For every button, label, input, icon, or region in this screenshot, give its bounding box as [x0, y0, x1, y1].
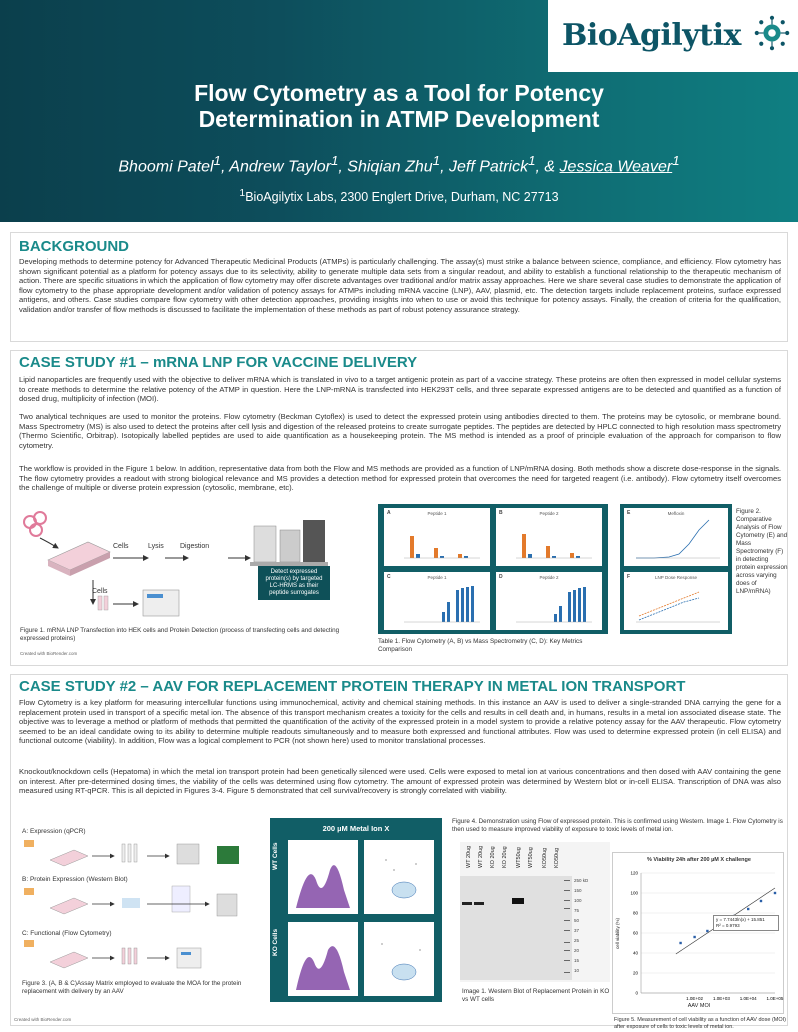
ladder-labels — [574, 876, 610, 976]
panel-title: LNP Dose Response — [655, 575, 697, 580]
lnp-particles-icon — [24, 512, 46, 536]
lane-label: KO 20ug — [502, 846, 508, 868]
panel-d — [496, 572, 602, 630]
lane-label: WT50ug — [516, 847, 522, 868]
affil-mark: 1 — [432, 153, 441, 168]
poster-header — [0, 0, 798, 222]
table1-caption: Table 1. Flow Cytometry (A, B) vs Mass Spectrometry (C, D): Key Metrics Comparison — [378, 638, 583, 653]
x-tick-label: 1.0E+05 — [766, 996, 784, 1001]
fig3-a-label: A: Expression (qPCR) — [22, 828, 86, 835]
table1-panel — [378, 504, 608, 634]
author-4: Jeff Patrick — [448, 158, 529, 176]
figure2-panel — [620, 504, 732, 634]
r2-text: R² = 0.9793 — [716, 923, 740, 928]
y-axis-label: cell viability (%) — [615, 917, 620, 949]
case1-para-1: Lipid nanoparticles are frequently used with the objective to deliver mRNA which is translated in vivo to a target antigenic protein as part of a vaccine strategy. These proteins are often then expressed in model cellular systems to create methods to determine the relative potency of the ATMP in question. Here the LNP-mRNA is transfected into HEK293T cells, and three separate expressed antigens are to be detected and quantified as a function of dosed drug, multiplicity of infection (MOI). — [19, 375, 781, 404]
fig1-credit: Created with BioRender.com — [20, 651, 78, 656]
flow-plots-panel — [270, 818, 442, 1002]
fig2-caption: Figure 2. Comparative Analysis of Flow Cytometry (E) and Mass Spectrometry (F) in detecting protein expression across varying does of LNP/mRNA) — [736, 508, 788, 595]
fig4-caption: Figure 4. Demonstration using Flow of expressed protein. This is confirmed using Western. Image 1. Flow Cytometry is then used to measure improved viability of exposure to toxic levels of metal ion. — [452, 818, 783, 833]
chart-title: % Viability 24h after 200 µM X challenge — [647, 857, 751, 863]
western-blot — [460, 842, 610, 982]
panel-e-curve — [624, 508, 728, 566]
affiliation — [0, 188, 798, 204]
affil-mark: 1 — [672, 153, 680, 168]
panel-d-bars — [496, 572, 602, 630]
case2-para-1: Flow Cytometry is a key platform for measuring intercellular functions using immunochemical, activity and chemical staining methods. In this instance an AAV is used to deliver a single-stranded DNA carrying the gene for a replacement protein used in transport of a specific metal ion. The absence of this transport mechanism creates a toxicity for the cells and results in cell death and, in humans, results in a metal ion associated disease state. The objective was to leverage a method or platform of methods that permitted the quantification of the activity of the expressed protein in a model system to provide a relative potency assay for the AAV therapeutic. Flow cytometry seemed to be an ideal candidate owing to its ability to determine multiple readouts simultaneously and to measure both expressed and functional attributes. Flow was used to determine expressed protein (in cell ELISA) and functional outcome (viability). In addition, Flow was a logical complement to PCR (not shown here) used to monitor translational processes. — [19, 698, 781, 746]
sep: , — [440, 158, 449, 176]
affil-mark: 1 — [213, 153, 221, 168]
viability-chart-box — [612, 852, 784, 1014]
background-title: BACKGROUND — [19, 238, 129, 255]
fig1-digestion-label: Digestion — [180, 543, 210, 550]
workflow-row-b — [24, 886, 237, 916]
ms-instrument-icon — [250, 520, 328, 566]
lane-labels — [464, 844, 570, 874]
ladder-mark: 100 — [574, 898, 582, 903]
y-tick-label: 120 — [630, 870, 638, 876]
panel-letter: A — [387, 510, 391, 516]
title-line-2: Determination in ATMP Development — [198, 106, 600, 132]
affil-mark: 1 — [330, 153, 339, 168]
ladder-mark: 50 — [574, 918, 580, 923]
equation-box — [713, 915, 779, 931]
data-point — [760, 900, 762, 902]
lane-label: WT 20ug — [466, 845, 472, 868]
panel-b-bars — [496, 508, 602, 566]
y-tick-label: 60 — [632, 930, 638, 936]
panel-a-bars — [384, 508, 490, 566]
panel-letter: B — [499, 510, 503, 516]
ladder-mark: 25 — [574, 938, 580, 943]
fig3-credit: Created with BioRender.com — [14, 1017, 72, 1022]
panel-title: Peptide 1 — [427, 575, 447, 580]
ko-cells-label: KO Cells — [272, 928, 279, 956]
author-3: Shiqian Zhu — [347, 158, 433, 176]
logo-mark-icon — [753, 14, 791, 52]
case2-title: CASE STUDY #2 – AAV FOR REPLACEMENT PROTEIN THERAPY IN METAL ION TRANSPORT — [19, 678, 686, 695]
lane-label: KO50ug — [542, 847, 548, 868]
fig1-lysis-label: Lysis — [148, 543, 164, 550]
background-text: Developing methods to determine potency for Advanced Therapeutic Medicinal Products (ATMPs) is particularly challenging. The assay(s) must strike a balance between science, compliance, and efficiency. Flow cytometry has shown significant potential as a platform for potency assays due to its selectivity, ability to generate multiple data sets from a singular readout, and ability to establish a functional relationship to the therapeutic mechanism of action. There are specific situations in which the application of flow cytometry may offer discrete advantages over traditional and/or matrix assay approaches. Here we share several case studies to demonstrate the application of flow cytometry to the phase appropriate development and/or validation of potency assays for ATMPs including mRNA vaccine (LNP), AAV, plasmid, etc. The detection targets include replacement proteins, surface expressed antigens, and others. Case studies compare flow cytometry with other detection approaches, providing insights into when to use or avoid this technique for potency assays. Finally, the creation of criteria for the qualification, validation and/or transfer of flow methods is discussed to facilitate the implementation of these methods as part of robust potency assurance strategy. — [19, 257, 781, 314]
authors — [0, 153, 798, 176]
data-point — [693, 936, 695, 938]
y-tick-label: 20 — [632, 970, 638, 976]
x-tick-labels — [686, 996, 784, 1001]
panel-f-lines — [624, 572, 728, 630]
figure-3-workflow — [22, 836, 252, 978]
tubes-icon — [98, 596, 108, 610]
case1-title: CASE STUDY #1 – mRNA LNP FOR VACCINE DELIVERY — [19, 354, 418, 371]
background-section — [10, 232, 788, 342]
x-axis-label: AAV MOI — [687, 1003, 711, 1009]
y-tick-label: 100 — [630, 890, 638, 896]
panel-title: Mefloxin — [667, 511, 685, 516]
affil-mark: 1 — [239, 188, 246, 199]
flow-title: 200 µM Metal Ion X — [322, 824, 390, 833]
data-point — [679, 942, 681, 944]
logo-area — [548, 0, 798, 72]
flow-cytometer-icon — [143, 590, 179, 616]
workflow-row-c — [24, 940, 201, 968]
fig3-caption: Figure 3. (A, B & C)Assay Matrix employed to evaluate the MOA for the protein replacement with delivery by an AAV — [22, 980, 242, 995]
logo-text: BioAgilytix — [562, 18, 741, 53]
panel-letter: C — [387, 574, 391, 580]
panel-c — [384, 572, 490, 630]
fig1-cells-label: Cells — [113, 543, 129, 550]
fig1-caption: Figure 1. mRNA LNP Transfection into HEK cells and Protein Detection (process of transfecting cells and detecting expressed proteins) — [20, 627, 340, 642]
fig1-cells2-label: Cells — [92, 588, 108, 595]
ladder-mark: 15 — [574, 958, 580, 963]
y-tick-label: 80 — [632, 910, 638, 916]
case2-para-2: Knockout/knockdown cells (Hepatoma) in which the metal ion transport protein had been genetically silenced were used. Cells were exposed to metal ion at various concentrations and then dosed with AAV containing the gene on interest. After pre-determined dosing times, the viability of the cells was determined using flow cytometry. The amount of expressed protein was determined by Western blot or in-cell ELISA. Transcription of DNA was also measured using RT-qPCR. This is all depicted in Figures 3-4. Figure 5 demonstrated that cell survival/recovery is strongly correlated with viability. — [19, 767, 781, 796]
panel-b — [496, 508, 602, 566]
image1-caption: Image 1. Western Blot of Replacement Protein in KO vs WT cells — [462, 988, 610, 1003]
ladder-mark: 10 — [574, 968, 580, 973]
x-tick-label: 1.0E+04 — [739, 996, 757, 1001]
x-tick-label: 1.0E+02 — [686, 996, 704, 1001]
viability-chart — [613, 865, 785, 1015]
author-2: Andrew Taylor — [229, 158, 331, 176]
ladder-mark: 250 kD — [574, 878, 589, 883]
fig1-detect-box: Detect expressed protein(s) by targeted LC-HRMS as their peptide surrogates — [258, 566, 330, 600]
data-point — [747, 908, 749, 910]
author-5: Jessica Weaver — [559, 158, 673, 176]
ladder-mark: 150 — [574, 888, 582, 893]
chart-grid — [641, 873, 775, 993]
equation-text: y = 7.7443ln(x) + 15.851 — [716, 917, 765, 922]
wt-cells-label: WT Cells — [272, 842, 279, 870]
poster-title — [0, 80, 798, 132]
panel-letter: E — [627, 510, 631, 516]
sep: , — [220, 158, 230, 176]
panel-title: Peptide 1 — [427, 511, 447, 516]
ladder-mark: 37 — [574, 928, 580, 933]
ladder-mark: 20 — [574, 948, 580, 953]
panel-c-bars — [384, 572, 490, 630]
flow-plots-grid — [286, 840, 438, 1000]
case1-para-2: Two analytical techniques are used to monitor the proteins. Flow cytometry (Beckman Cytoflex) is used to detect the expressed protein using antibodies directed to them. The proteins may be cytosolic, or membrane bound. Mass Spectrometry (MS) is also used to detect the proteins after cell lysis and digestion of the released proteins to create surrogate peptides. The peptides are detected by HPLC connected to high resolution mass spectrometry (Thermo Scientific, Orbitrap). Isotopically labelled peptides are used to aide quantification as a housekeeping protein. The MS method is intended as a proof of principle evaluation of the approach for comparison to flow cytometry. — [19, 412, 781, 450]
y-tick-labels — [630, 871, 638, 996]
panel-letter: D — [499, 574, 503, 580]
sep: , & — [535, 158, 560, 176]
affiliation-text: BioAgilytix Labs, 2300 Englert Drive, Durham, NC 27713 — [245, 190, 559, 205]
x-tick-label: 1.0E+03 — [712, 996, 730, 1001]
y-tick-label: 40 — [632, 950, 638, 956]
data-point — [774, 892, 776, 894]
panel-f — [624, 572, 728, 630]
affil-mark: 1 — [528, 153, 536, 168]
workflow-row-a — [24, 840, 239, 866]
fig3-c-label: C: Functional (Flow Cytometry) — [22, 930, 112, 937]
sep: , — [338, 158, 348, 176]
lane-label: KO 20ug — [490, 846, 496, 868]
panel-letter: F — [627, 574, 631, 580]
author-1: Bhoomi Patel — [118, 158, 214, 176]
title-line-1: Flow Cytometry as a Tool for Potency — [194, 80, 604, 106]
panel-title: Peptide 2 — [539, 575, 559, 580]
fig5-caption: Figure 5. Measurement of cell viability as a function of AAV dose (MOI) after exposure of cells to toxic levels of metal ion. — [614, 1017, 787, 1030]
lane-label: WT 20ug — [478, 845, 484, 868]
panel-a — [384, 508, 490, 566]
case1-para-3: The workflow is provided in the Figure 1 below. In addition, representative data from both the Flow and MS methods are provided as a function of LNP/mRNA dosing. Both methods show a discrete dose-response in the signals. The flow cytometry provides a readout with strong biological relevance and MS provides a detection method for expressed protein that overcomes the need for targeted reagent (i.e. antibody). Flow cytometry itself overcomes the challenge of multiple or diverse protein expression (cytosolic, membrane, etc). — [19, 464, 781, 493]
panel-e — [624, 508, 728, 566]
y-tick-label: 0 — [635, 990, 638, 996]
ladder-mark: 75 — [574, 908, 580, 913]
data-point — [706, 930, 708, 932]
panel-title: Peptide 2 — [539, 511, 559, 516]
lane-label: WT50ug — [528, 847, 534, 868]
lane-label: KO50ug — [554, 847, 560, 868]
fig3-b-label: B: Protein Expression (Western Blot) — [22, 876, 128, 883]
